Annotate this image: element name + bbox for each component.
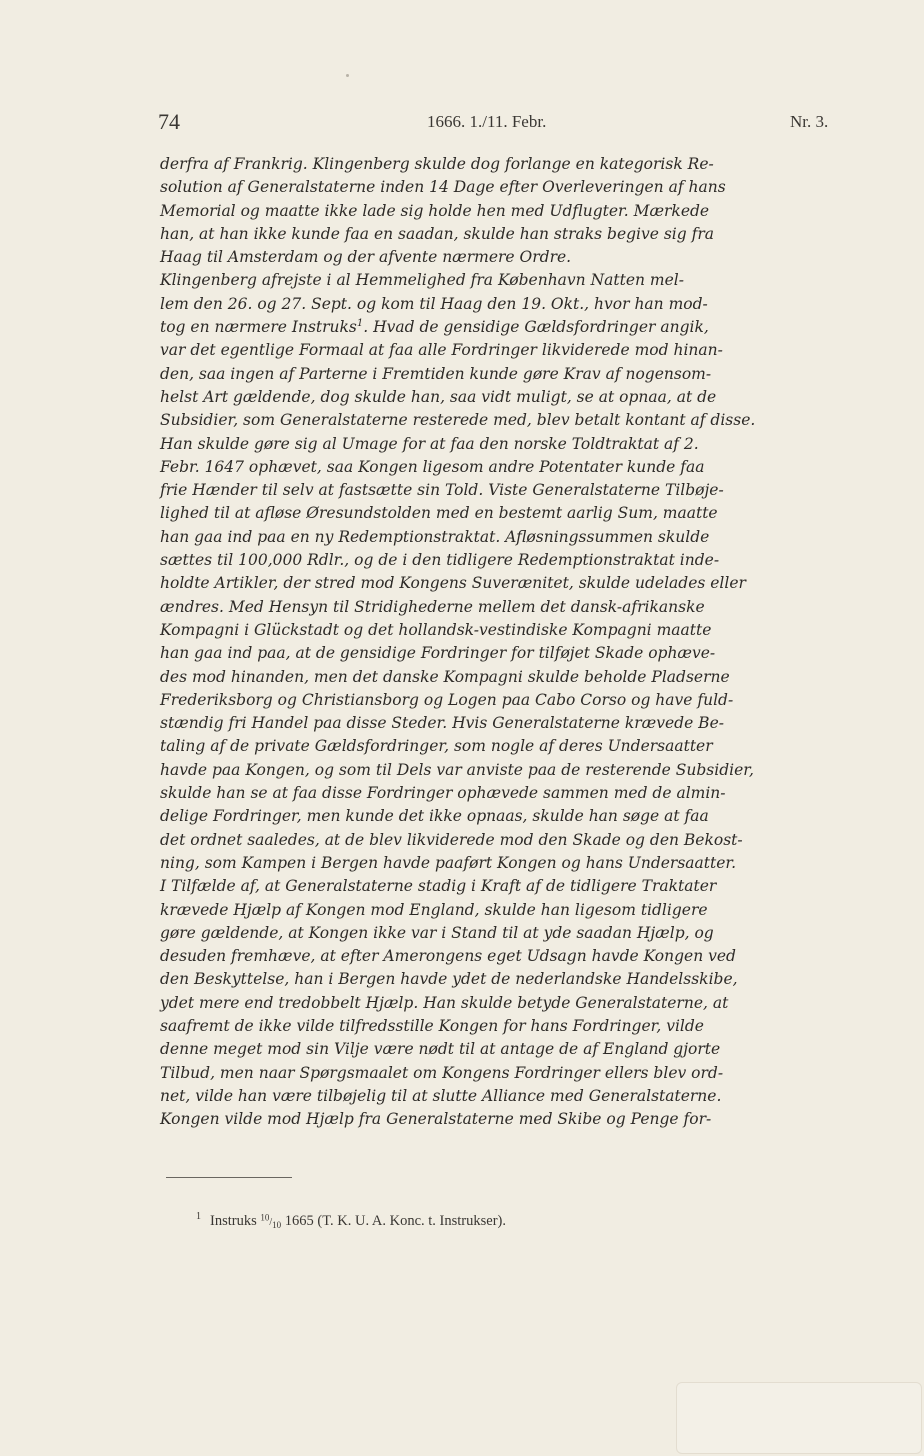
text-line: krævede Hjælp af Kongen mod England, skulde han ligesom tidligere [160,900,708,919]
footnote-reference: 1 [356,317,364,329]
text-line: gøre gældende, at Kongen ikke var i Stand til at yde saadan Hjælp, og [160,923,714,942]
text-line: sættes til 100,000 Rdlr., og de i den tidligere Redemptionstraktat inde- [160,551,720,570]
text-line: Klingenberg afrejste i al Hemmelighed fra København Natten mel- [160,271,684,290]
text-line: den, saa ingen af Parterne i Fremtiden kunde gøre Krav af nogensom- [160,364,712,383]
text-span: . Hvad de gensidige Gældsfordringer angik, [363,318,709,337]
footnote-divider [166,1177,292,1178]
footnote-month: 10 [272,1219,282,1230]
text-line-with-footnote-ref [160,316,840,339]
text-line: solution af Generalstaterne inden 14 Dage efter Overleveringen af hans [160,178,726,197]
text-line: Subsidier, som Generalstaterne resterede med, blev betalt kontant af disse. [160,411,756,430]
text-line: han, at han ikke kunde faa en saadan, skulde han straks begive sig fra [160,224,715,243]
text-line: denne meget mod sin Vilje være nødt til at antage de af England gjorte [160,1040,721,1059]
footnote-text-start: Instruks [210,1212,257,1229]
text-line: den Beskyttelse, han i Bergen havde ydet de nederlandske Handelsskibe, [160,970,738,989]
text-line: Haag til Amsterdam og der afvente nærmere Ordre. [160,248,572,267]
text-line: han gaa ind paa en ny Redemptionstraktat. Afløsningssummen skulde [160,527,710,546]
text-line: han gaa ind paa, at de gensidige Fordringer for tilføjet Skade ophæve- [160,644,716,663]
body-text [160,153,840,1131]
footnote [196,1211,506,1230]
footnote-day: 10 [260,1212,270,1223]
page-corner-mark [676,1382,922,1454]
text-line: ændres. Med Hensyn til Stridighederne mellem det dansk-afrikanske [160,597,705,616]
text-line: helst Art gældende, dog skulde han, saa vidt muligt, se at opnaa, at de [160,387,717,406]
running-header-date: 1666. 1./11. Febr. [427,112,547,131]
text-line: havde paa Kongen, og som til Dels var anviste paa de resterende Subsidier, [160,760,754,779]
text-line: skulde han se at faa disse Fordringer ophævede sammen med de almin- [160,784,726,803]
text-line: saafremt de ikke vilde tilfredsstille Kongen for hans Fordringer, vilde [160,1016,704,1035]
footnote-date: $^{10}/_{10}$ [260,1212,282,1230]
text-line: Kompagni i Glückstadt og det hollandsk-vestindiske Kompagni maatte [160,620,712,639]
text-line: Frederiksborg og Christiansborg og Logen paa Cabo Corso og have fuld- [160,690,734,709]
paper-speck [346,74,349,77]
text-line: Kongen vilde mod Hjælp fra Generalstaterne med Skibe og Penge for- [160,1110,712,1129]
text-line: ning, som Kampen i Bergen havde paaført Kongen og hans Undersaatter. [160,853,737,872]
text-line: Tilbud, men naar Spørgsmaalet om Kongens Fordringer ellers blev ord- [160,1063,724,1082]
text-line: holdte Artikler, der stred mod Kongens Suverænitet, skulde udelades eller [160,574,746,593]
text-line: Memorial og maatte ikke lade sig holde hen med Udflugter. Mærkede [160,201,710,220]
text-line: ydet mere end tredobbelt Hjælp. Han skulde betyde Generalstaterne, at [160,993,729,1012]
text-line: Febr. 1647 ophævet, saa Kongen ligesom andre Potentater kunde faa [160,457,705,476]
text-line: det ordnet saaledes, at de blev likviderede mod den Skade og den Bekost- [160,830,743,849]
text-line: Han skulde gøre sig al Umage for at faa den norske Toldtraktat af 2. [160,434,699,453]
text-line: derfra af Frankrig. Klingenberg skulde dog forlange en kategorisk Re- [160,155,714,173]
text-line: delige Fordringer, men kunde det ikke opnaas, skulde han søge at faa [160,807,709,826]
text-line: desuden fremhæve, at efter Amerongens eget Udsagn havde Kongen ved [160,947,736,966]
text-line: lem den 26. og 27. Sept. og kom til Haag den 19. Okt., hvor han mod- [160,294,708,313]
text-line: I Tilfælde af, at Generalstaterne stadig i Kraft af de tidligere Traktater [160,877,717,896]
text-line: frie Hænder til selv at fastsætte sin Told. Viste Generalstaterne Tilbøje- [160,481,724,500]
text-line: stændig fri Handel paa disse Steder. Hvis Generalstaterne krævede Be- [160,714,724,733]
text-line: taling af de private Gældsfordringer, som nogle af deres Undersaatter [160,737,713,756]
text-line: lighed til at afløse Øresundstolden med en bestemt aarlig Sum, maatte [160,504,718,523]
page-number: 74 [158,109,180,134]
text-line: var det egentlige Formaal at faa alle Fordringer likviderede mod hinan- [160,341,723,360]
text-line: des mod hinanden, men det danske Kompagni skulde beholde Pladserne [160,667,730,686]
text-line: net, vilde han være tilbøjelig til at slutte Alliance med Generalstaterne. [160,1086,722,1105]
footnote-text-end: 1665 (T. K. U. A. Konc. t. Instrukser). [284,1212,506,1229]
footnote-marker: 1 [196,1211,201,1222]
document-number: Nr. 3. [790,112,829,131]
text-span: tog en nærmere Instruks [160,318,357,337]
